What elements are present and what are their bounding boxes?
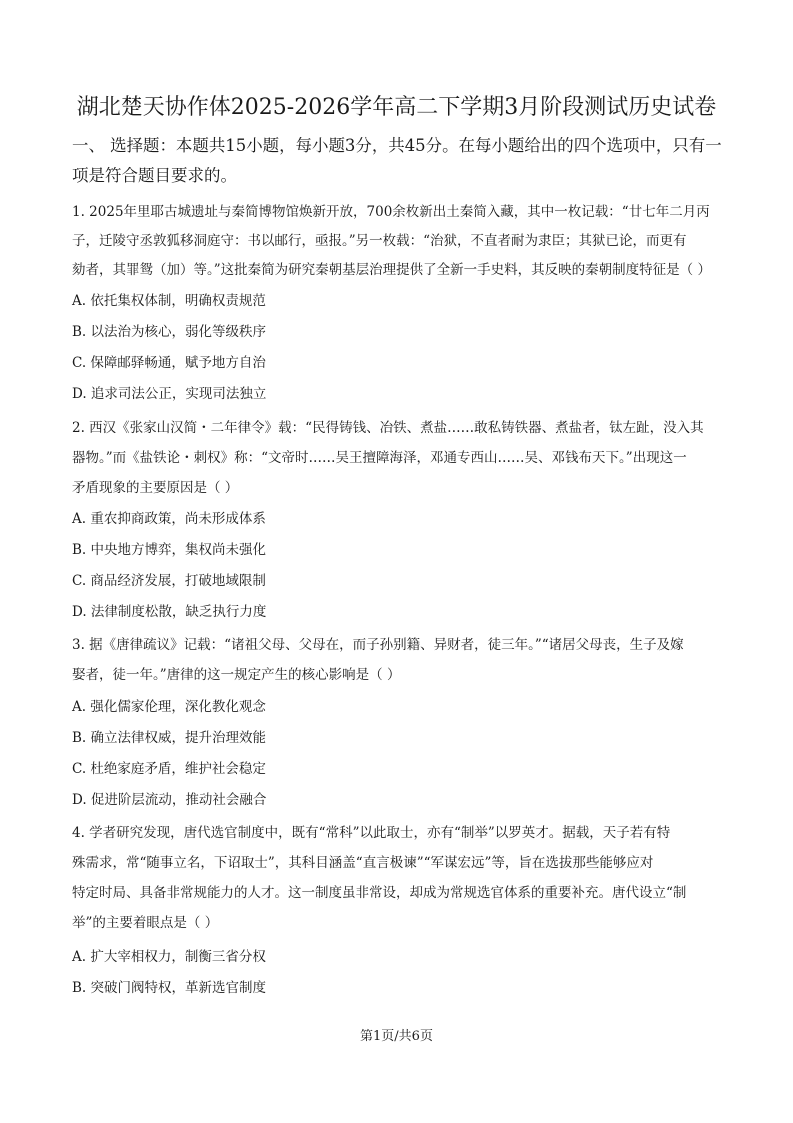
question-3-option-c[interactable]: C. 杜绝家庭矛盾，维护社会稳定	[72, 761, 266, 777]
question-1-option-c[interactable]: C. 保障邮驿畅通，赋予地方自治	[72, 355, 266, 371]
question-3-line-1: 3. 据《唐律疏议》记载：“诸祖父母、父母在，而子孙别籍、异财者，徒三年。”“诸居父母丧，生子及嫁	[72, 637, 684, 653]
question-4-line-2: 殊需求，常“随事立名，下诏取士”，其科目涵盖“直言极谏”“军谋宏远”等，旨在选拔那些能够应对	[72, 855, 654, 871]
section-instruction-line-1: 一、 选择题：本题共15小题，每小题3分，共45分。在每小题给出的四个选项中，只有一	[72, 136, 722, 155]
question-2-option-d[interactable]: D. 法律制度松散，缺乏执行力度	[72, 604, 267, 620]
section-instruction-line-2: 项是符合题目要求的。	[72, 166, 237, 185]
question-3-line-2: 娶者，徒一年。”唐律的这一规定产生的核心影响是（ ）	[72, 667, 401, 683]
question-1-line-3: 劾者，其罪鸳（加）等。”这批秦简为研究秦朝基层治理提供了全新一手史料，其反映的秦朝制度特征是（ ）	[72, 262, 711, 278]
question-2-option-c[interactable]: C. 商品经济发展，打破地域限制	[72, 573, 266, 589]
question-1-option-a[interactable]: A. 依托集权体制，明确权责规范	[72, 293, 266, 309]
question-4-line-1: 4. 学者研究发现，唐代选官制度中，既有“常科”以此取士，亦有“制举”以罗英才。据载，天子若有特	[72, 825, 671, 841]
question-2-option-b[interactable]: B. 中央地方博弈，集权尚未强化	[72, 542, 267, 558]
question-2-line-3: 矛盾现象的主要原因是（ ）	[72, 480, 239, 496]
question-1-option-b[interactable]: B. 以法治为核心，弱化等级秩序	[72, 324, 267, 340]
question-4-option-a[interactable]: A. 扩大宰相权力，制衡三省分权	[72, 949, 266, 965]
page-footer: 第1页/共6页	[360, 1029, 433, 1044]
question-1-line-2: 子，迁陵守丞敦狐移洞庭守：书以邮行，亟报。”另一枚载：“治狱，不直者耐为隶臣；其狱已论，而更有	[72, 233, 687, 249]
question-4-line-3: 特定时局、具备非常规能力的人才。这一制度虽非常设，却成为常规选官体系的重要补充。唐代设立“制	[72, 885, 687, 901]
question-4-line-4: 举”的主要着眼点是（ ）	[72, 915, 219, 931]
question-3-option-d[interactable]: D. 促进阶层流动，推动社会融合	[72, 792, 267, 808]
question-4-option-b[interactable]: B. 突破门阀特权，革新选官制度	[72, 980, 267, 996]
question-1-option-d[interactable]: D. 追求司法公正，实现司法独立	[72, 386, 267, 402]
question-2-line-1: 2. 西汉《张家山汉简・二年律令》载：“民得铸钱、冶铁、煮盐……敢私铸铁器、煮盐者，钛左趾，没入其	[72, 420, 704, 436]
question-1-line-1: 1. 2025年里耶古城遗址与秦简博物馆焕新开放，700余枚新出土秦简入藏，其中一枚记载：“廿七年二月丙	[72, 204, 710, 220]
question-2-option-a[interactable]: A. 重农抑商政策，尚未形成体系	[72, 511, 266, 527]
question-3-option-b[interactable]: B. 确立法律权威，提升治理效能	[72, 730, 267, 746]
question-2-line-2: 器物。”而《盐铁论・刺权》称：“文帝时……吴王擅障海泽，邓通专西山……吴、邓钱布天下。”出现这一	[72, 450, 687, 466]
page-title: 湖北楚天协作体2025-2026学年高二下学期3月阶段测试历史试卷	[76, 95, 717, 120]
question-3-option-a[interactable]: A. 强化儒家伦理，深化教化观念	[72, 699, 266, 715]
